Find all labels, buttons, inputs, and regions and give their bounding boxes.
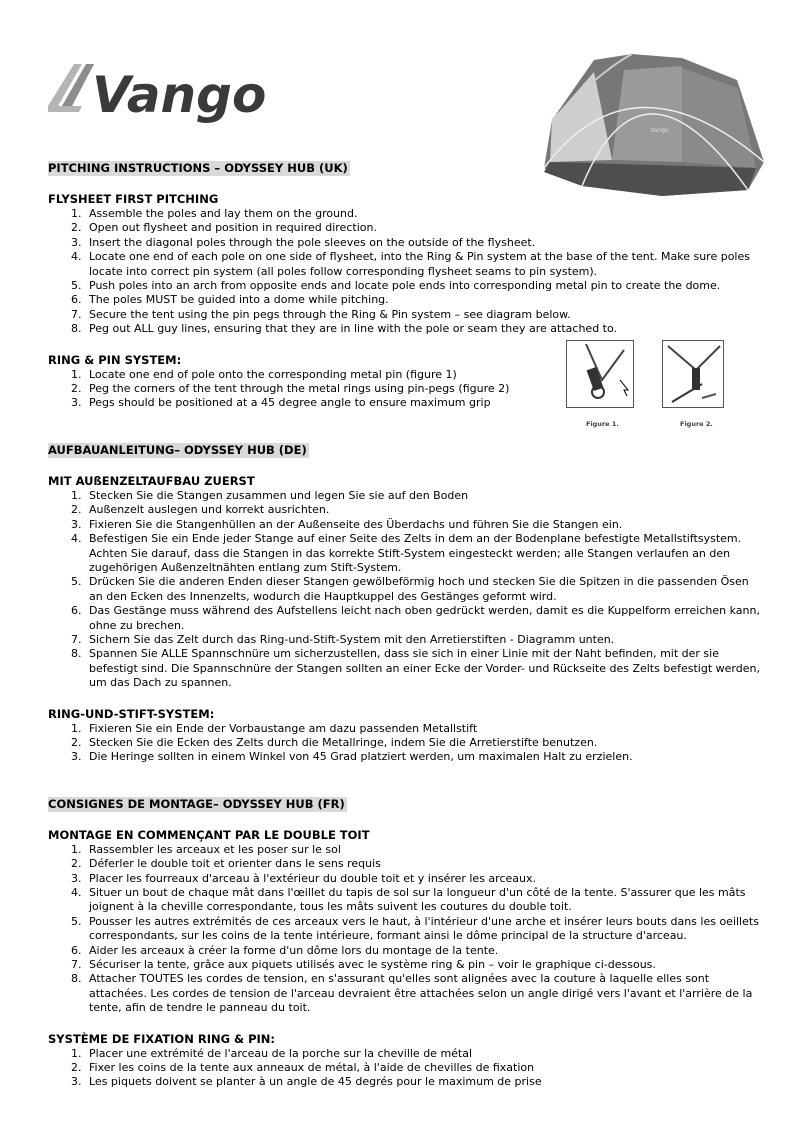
list-item: 3. Pegs should be positioned at a 45 degree angle to ensure maximum grip xyxy=(71,396,491,410)
heading-flysheet-first: FLYSHEET FIRST PITCHING xyxy=(48,192,219,206)
list-item: 8. Peg out ALL guy lines, ensuring that they are in line with the pole or seam they are attached to. xyxy=(71,322,618,336)
list-item: 6. Das Gestänge muss während des Aufstellens leicht nach oben gedrückt werden, damit es die Kuppelform erreichen kann, ohne zu brechen. xyxy=(71,604,760,632)
list-item: 1. Rassembler les arceaux et les poser sur le sol xyxy=(71,842,341,856)
list-item: 3. Die Heringe sollten in einem Winkel von 45 Grad platziert werden, um maximalen Halt zu erzielen. xyxy=(71,750,633,764)
list-item: 3. Fixieren Sie die Stangenhüllen an der Außenseite des Überdachs und führen Sie die Stangen ein. xyxy=(71,517,623,531)
list-item: 5. Drücken Sie die anderen Enden dieser Stangen gewölbeförmig hoch und stecken Sie die Spitzen in die passenden Ösen an den Ecken des Innenzelts, wodurch die Hauptkuppel des Gestänges geformt wird. xyxy=(71,575,749,603)
list-item: 8. Spannen Sie ALLE Spannschnüre um sicherzustellen, dass sie sich in einer Linie mit der Naht befinden, mit der sie befestigt sind. Die Spannschnüre der Stangen sollten an einer Ecke der Vorder- und Rückseite des Zelts befestigt werden, um das Dach zu spannen. xyxy=(71,647,760,690)
list-item: 7. Sécuriser la tente, grâce aux piquets utilisés avec le système ring & pin – voir le graphique ci-dessous. xyxy=(71,958,656,972)
list-item: 5. Push poles into an arch from opposite ends and locate pole ends into corresponding metal pin to create the dome. xyxy=(71,279,721,293)
heading-fixation-ring-pin: SYSTÈME DE FIXATION RING & PIN: xyxy=(48,1031,276,1046)
fr-ring-pin-list xyxy=(48,1047,764,1090)
figure-1-caption: Figure 1. xyxy=(586,420,619,428)
list-item: 4. Situer un bout de chaque mât dans l'œillet du tapis de sol sur la longueur d'un côté de la tente. S'assurer que les mâts joignent à la cheville correspondante, tous les mâts suivent les coutures du double toit. xyxy=(71,886,746,914)
list-item: 1. Stecken Sie die Stangen zusammen und legen Sie sie auf den Boden xyxy=(71,488,469,502)
list-item: 3. Les piquets doivent se planter à un angle de 45 degrés pour le maximum de prise xyxy=(71,1075,542,1089)
list-item: 1. Placer une extrémité de l'arceau de la porche sur la cheville de métal xyxy=(71,1046,473,1060)
list-item: 3. Placer les fourreaux d'arceau à l'extérieur du double toit et y insérer les arceaux. xyxy=(71,871,536,885)
list-item: 7. Sichern Sie das Zelt durch das Ring-und-Stift-System mit den Arretierstiften - Diagramm unten. xyxy=(71,632,615,646)
list-item: 1. Fixieren Sie ein Ende der Vorbaustange am dazu passenden Metallstift xyxy=(71,721,478,735)
section-title-de: AUFBAUANLEITUNG– ODYSSEY HUB (DE) xyxy=(48,442,307,457)
heading-ring-und-stift: RING-UND-STIFT-SYSTEM: xyxy=(48,706,215,721)
heading-aussenzelt: MIT AUßENZELTAUFBAU ZUERST xyxy=(48,473,255,488)
list-item: 2. Open out flysheet and position in required direction. xyxy=(71,221,377,235)
section-title-fr: CONSIGNES DE MONTAGE– ODYSSEY HUB (FR) xyxy=(48,796,345,811)
vango-logo xyxy=(48,56,298,126)
list-item: 2. Stecken Sie die Ecken des Zelts durch die Metallringe, indem Sie die Arretierstifte benutzen. xyxy=(71,735,598,749)
list-item: 7. Secure the tent using the pin pegs through the Ring & Pin system – see diagram below. xyxy=(71,307,571,321)
list-item: 8. Attacher TOUTES les cordes de tension, en s'assurant qu'elles sont alignées avec la couture à laquelle elles sont attachées. Les cordes de tension de l'arceau devraient être attachées selon un angle dirigé vers l'avant et l'arrière de la tente, afin de tendre le panneau du toit. xyxy=(71,972,753,1015)
uk-pitching-list xyxy=(48,207,764,337)
heading-double-toit: MONTAGE EN COMMENÇANT PAR LE DOUBLE TOIT xyxy=(48,827,370,842)
list-item: 1. Assemble the poles and lay them on the ground. xyxy=(71,207,358,220)
uk-ring-pin-list xyxy=(48,368,764,411)
list-item: 3. Insert the diagonal poles through the pole sleeves on the outside of the flysheet. xyxy=(71,235,536,249)
vango-wordmark: Vango xyxy=(92,66,267,124)
list-item: 6. The poles MUST be guided into a dome while pitching. xyxy=(71,293,389,307)
instructions-body xyxy=(48,157,764,1090)
list-item: 4. Befestigen Sie ein Ende jeder Stange auf einer Seite des Zelts in dem an der Bodenplane befestigte Metallstiftsystem. Achten Sie darauf, dass die Stangen in das korrekte Stift-System eingesteckt werden; alle Stangen verlaufen an den zugehörigen Außenzeltnähten entlang zum Stift-System. xyxy=(71,532,742,574)
list-item: 2. Peg the corners of the tent through the metal rings using pin-pegs (figure 2) xyxy=(71,382,510,396)
de-ring-pin-list xyxy=(48,722,764,765)
list-item: 6. Aider les arceaux à créer la forme d'un dôme lors du montage de la tente. xyxy=(71,943,499,957)
list-item: 5. Pousser les autres extrémités de ces arceaux vers le haut, à l'intérieur d'une arche et insérer leurs bouts dans les oeillets correspondants, sur les coins de la tente intérieure, formant ainsi le dôme principal de la structure d'arceau. xyxy=(71,914,759,943)
list-item: 2. Außenzelt auslegen und korrekt ausrichten. xyxy=(71,503,330,517)
list-item: 2. Déferler le double toit et orienter dans le sens requis xyxy=(71,857,381,871)
fr-pitching-list xyxy=(48,843,764,1016)
heading-ring-pin: RING & PIN SYSTEM: xyxy=(48,352,182,367)
de-pitching-list xyxy=(48,489,764,691)
list-item: 4. Locate one end of each pole on one side of flysheet, into the Ring & Pin system at the base of the tent. Make sure poles locate into correct pin system (all poles follow corresponding flysheet seams to pin system). xyxy=(71,250,750,278)
list-item: 1. Locate one end of pole onto the corresponding metal pin (figure 1) xyxy=(71,367,457,381)
list-item: 2. Fixer les coins de la tente aux anneaux de métal, à l'aide de chevilles de fixation xyxy=(71,1061,535,1075)
tent-brand-label: Vango xyxy=(650,127,669,134)
figure-2-caption: Figure 2. xyxy=(680,420,713,428)
section-title-uk: PITCHING INSTRUCTIONS – ODYSSEY HUB (UK) xyxy=(48,161,348,175)
